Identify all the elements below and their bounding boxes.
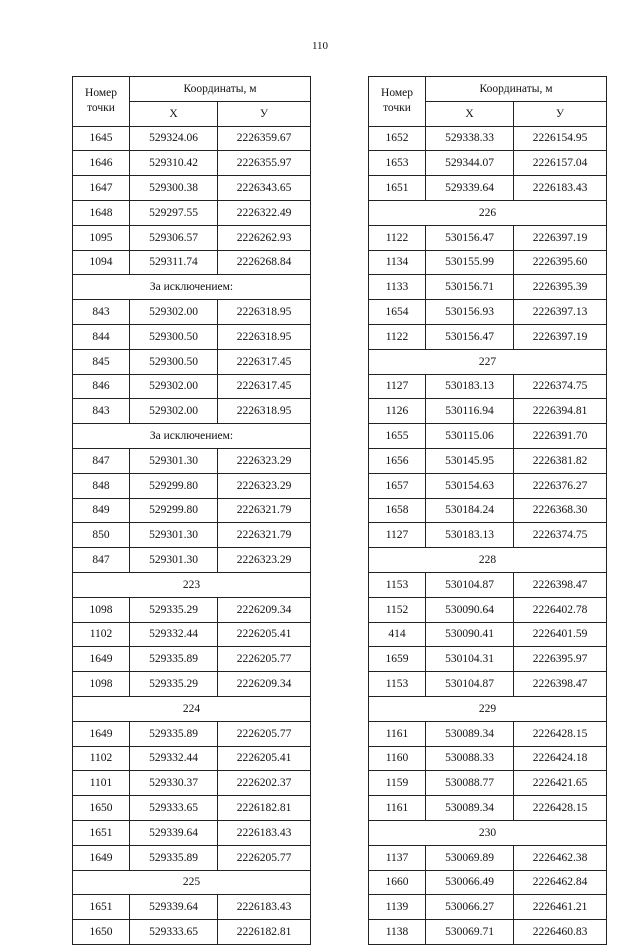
table-row [369, 151, 607, 176]
cell-point-number: 1098 [73, 597, 130, 622]
table-row [73, 176, 311, 201]
cell-x: 530145.95 [426, 448, 514, 473]
cell-y: 2226421.65 [514, 771, 607, 796]
cell-y: 2226397.19 [514, 324, 607, 349]
cell-y: 2226262.93 [218, 225, 311, 250]
cell-x: 530104.87 [426, 672, 514, 697]
table-row [73, 349, 311, 374]
section-row [73, 696, 311, 721]
section-label: 229 [369, 696, 607, 721]
cell-x: 529297.55 [130, 200, 218, 225]
table-row [369, 374, 607, 399]
cell-x: 529332.44 [130, 746, 218, 771]
cell-y: 2226401.59 [514, 622, 607, 647]
header-coordinates: Координаты, м [130, 77, 311, 102]
cell-x: 529333.65 [130, 796, 218, 821]
cell-x: 530069.89 [426, 845, 514, 870]
cell-point-number: 1153 [369, 572, 426, 597]
cell-point-number: 1649 [73, 845, 130, 870]
section-label: 223 [73, 572, 311, 597]
table-row [73, 920, 311, 945]
coordinates-table-left [72, 76, 311, 945]
header-coordinates: Координаты, м [426, 77, 607, 102]
cell-point-number: 1647 [73, 176, 130, 201]
header-x: X [426, 101, 514, 126]
table-row [73, 324, 311, 349]
cell-y: 2226355.97 [218, 151, 311, 176]
header-y: У [514, 101, 607, 126]
coordinates-table-right [368, 76, 607, 945]
cell-y: 2226205.77 [218, 647, 311, 672]
cell-y: 2226321.79 [218, 523, 311, 548]
header-point-number: Номер точки [369, 77, 426, 127]
cell-x: 530156.47 [426, 324, 514, 349]
cell-y: 2226322.49 [218, 200, 311, 225]
table-row [73, 796, 311, 821]
table-row [369, 399, 607, 424]
cell-x: 530088.77 [426, 771, 514, 796]
cell-point-number: 1652 [369, 126, 426, 151]
cell-y: 2226323.29 [218, 448, 311, 473]
cell-point-number: 414 [369, 622, 426, 647]
cell-x: 529300.50 [130, 324, 218, 349]
cell-y: 2226398.47 [514, 572, 607, 597]
table-row [73, 597, 311, 622]
cell-point-number: 843 [73, 300, 130, 325]
cell-point-number: 1651 [369, 176, 426, 201]
cell-point-number: 1095 [73, 225, 130, 250]
cell-point-number: 1161 [369, 796, 426, 821]
cell-y: 2226376.27 [514, 473, 607, 498]
cell-point-number: 1161 [369, 721, 426, 746]
cell-y: 2226398.47 [514, 672, 607, 697]
table-row [369, 746, 607, 771]
cell-point-number: 1134 [369, 250, 426, 275]
cell-x: 529335.29 [130, 597, 218, 622]
cell-x: 530154.63 [426, 473, 514, 498]
cell-x: 530104.87 [426, 572, 514, 597]
cell-y: 2226368.30 [514, 498, 607, 523]
section-label: 227 [369, 349, 607, 374]
header-y: У [218, 101, 311, 126]
table-row [73, 672, 311, 697]
cell-point-number: 1646 [73, 151, 130, 176]
cell-y: 2226462.84 [514, 870, 607, 895]
cell-y: 2226394.81 [514, 399, 607, 424]
cell-x: 529339.64 [130, 895, 218, 920]
cell-x: 529300.38 [130, 176, 218, 201]
cell-y: 2226182.81 [218, 920, 311, 945]
cell-point-number: 847 [73, 448, 130, 473]
cell-y: 2226205.77 [218, 845, 311, 870]
cell-y: 2226317.45 [218, 374, 311, 399]
cell-x: 529338.33 [426, 126, 514, 151]
cell-y: 2226202.37 [218, 771, 311, 796]
table-row [369, 672, 607, 697]
cell-x: 530066.49 [426, 870, 514, 895]
cell-y: 2226183.43 [218, 895, 311, 920]
cell-point-number: 1102 [73, 746, 130, 771]
cell-point-number: 1655 [369, 424, 426, 449]
cell-point-number: 1650 [73, 920, 130, 945]
table-row [73, 374, 311, 399]
cell-y: 2226317.45 [218, 349, 311, 374]
cell-y: 2226428.15 [514, 796, 607, 821]
table-row [369, 647, 607, 672]
cell-x: 529299.80 [130, 473, 218, 498]
cell-x: 530088.33 [426, 746, 514, 771]
cell-point-number: 1126 [369, 399, 426, 424]
section-row [369, 349, 607, 374]
table-row [369, 523, 607, 548]
table-row [369, 622, 607, 647]
cell-x: 529333.65 [130, 920, 218, 945]
table-row [369, 324, 607, 349]
cell-point-number: 1660 [369, 870, 426, 895]
cell-x: 529344.07 [426, 151, 514, 176]
cell-x: 530089.34 [426, 721, 514, 746]
cell-y: 2226209.34 [218, 672, 311, 697]
cell-y: 2226402.78 [514, 597, 607, 622]
table-row [73, 895, 311, 920]
section-label: 226 [369, 200, 607, 225]
table-row [73, 647, 311, 672]
section-row [369, 200, 607, 225]
cell-point-number: 1658 [369, 498, 426, 523]
cell-point-number: 1159 [369, 771, 426, 796]
cell-point-number: 845 [73, 349, 130, 374]
cell-x: 529299.80 [130, 498, 218, 523]
section-row [369, 820, 607, 845]
cell-x: 529301.30 [130, 448, 218, 473]
cell-x: 530184.24 [426, 498, 514, 523]
cell-x: 530156.47 [426, 225, 514, 250]
cell-point-number: 1649 [73, 721, 130, 746]
section-row [369, 696, 607, 721]
cell-y: 2226374.75 [514, 523, 607, 548]
cell-point-number: 846 [73, 374, 130, 399]
table-row [73, 771, 311, 796]
cell-point-number: 844 [73, 324, 130, 349]
cell-y: 2226343.65 [218, 176, 311, 201]
table-row [369, 448, 607, 473]
table-body-right [369, 126, 607, 944]
cell-y: 2226268.84 [218, 250, 311, 275]
cell-x: 529339.64 [130, 820, 218, 845]
cell-y: 2226318.95 [218, 399, 311, 424]
cell-y: 2226183.43 [514, 176, 607, 201]
cell-y: 2226205.41 [218, 746, 311, 771]
section-row [369, 548, 607, 573]
cell-x: 530183.13 [426, 374, 514, 399]
cell-x: 530090.41 [426, 622, 514, 647]
cell-y: 2226381.82 [514, 448, 607, 473]
cell-x: 529311.74 [130, 250, 218, 275]
cell-y: 2226395.97 [514, 647, 607, 672]
table-row [369, 920, 607, 945]
table-row [369, 424, 607, 449]
cell-point-number: 847 [73, 548, 130, 573]
cell-point-number: 1657 [369, 473, 426, 498]
cell-y: 2226318.95 [218, 300, 311, 325]
table-row [369, 721, 607, 746]
cell-x: 529301.30 [130, 523, 218, 548]
section-row [73, 275, 311, 300]
table-row [73, 225, 311, 250]
table-row [369, 845, 607, 870]
section-row [73, 572, 311, 597]
section-label: 225 [73, 870, 311, 895]
table-row [369, 771, 607, 796]
table-row [369, 250, 607, 275]
cell-point-number: 850 [73, 523, 130, 548]
cell-x: 529330.37 [130, 771, 218, 796]
cell-point-number: 849 [73, 498, 130, 523]
table-row [73, 523, 311, 548]
cell-x: 529335.89 [130, 721, 218, 746]
cell-y: 2226428.15 [514, 721, 607, 746]
table-row [73, 721, 311, 746]
cell-x: 529335.29 [130, 672, 218, 697]
cell-x: 529324.06 [130, 126, 218, 151]
table-row [369, 796, 607, 821]
cell-x: 529310.42 [130, 151, 218, 176]
cell-y: 2226182.81 [218, 796, 311, 821]
cell-point-number: 1654 [369, 300, 426, 325]
cell-x: 529306.57 [130, 225, 218, 250]
cell-point-number: 1152 [369, 597, 426, 622]
cell-y: 2226359.67 [218, 126, 311, 151]
cell-y: 2226424.18 [514, 746, 607, 771]
cell-y: 2226460.83 [514, 920, 607, 945]
cell-point-number: 1651 [73, 820, 130, 845]
header-x: X [130, 101, 218, 126]
cell-y: 2226461.21 [514, 895, 607, 920]
cell-point-number: 1122 [369, 225, 426, 250]
cell-point-number: 1101 [73, 771, 130, 796]
cell-y: 2226321.79 [218, 498, 311, 523]
cell-y: 2226395.60 [514, 250, 607, 275]
table-row [73, 820, 311, 845]
cell-x: 529302.00 [130, 399, 218, 424]
cell-point-number: 1160 [369, 746, 426, 771]
section-label: 230 [369, 820, 607, 845]
cell-point-number: 1127 [369, 523, 426, 548]
cell-x: 529302.00 [130, 300, 218, 325]
table-body-left [73, 126, 311, 944]
cell-point-number: 1102 [73, 622, 130, 647]
cell-x: 530116.94 [426, 399, 514, 424]
cell-x: 530090.64 [426, 597, 514, 622]
cell-point-number: 1137 [369, 845, 426, 870]
cell-x: 529335.89 [130, 845, 218, 870]
table-row [73, 126, 311, 151]
cell-point-number: 843 [73, 399, 130, 424]
cell-point-number: 1656 [369, 448, 426, 473]
cell-x: 529302.00 [130, 374, 218, 399]
table-row [73, 622, 311, 647]
cell-point-number: 1133 [369, 275, 426, 300]
table-row [73, 399, 311, 424]
cell-point-number: 1649 [73, 647, 130, 672]
section-label: 224 [73, 696, 311, 721]
cell-x: 530156.93 [426, 300, 514, 325]
table-row [73, 498, 311, 523]
cell-point-number: 1645 [73, 126, 130, 151]
cell-point-number: 1122 [369, 324, 426, 349]
table-row [369, 895, 607, 920]
cell-x: 530066.27 [426, 895, 514, 920]
table-row [369, 498, 607, 523]
cell-y: 2226154.95 [514, 126, 607, 151]
table-row [369, 870, 607, 895]
cell-x: 530115.06 [426, 424, 514, 449]
cell-x: 529301.30 [130, 548, 218, 573]
cell-x: 530183.13 [426, 523, 514, 548]
cell-point-number: 1138 [369, 920, 426, 945]
cell-point-number: 1659 [369, 647, 426, 672]
cell-point-number: 1651 [73, 895, 130, 920]
cell-x: 529332.44 [130, 622, 218, 647]
section-label: 228 [369, 548, 607, 573]
cell-y: 2226323.29 [218, 473, 311, 498]
table-row [369, 473, 607, 498]
cell-point-number: 848 [73, 473, 130, 498]
cell-y: 2226323.29 [218, 548, 311, 573]
cell-point-number: 1653 [369, 151, 426, 176]
table-row [73, 473, 311, 498]
table-row [369, 572, 607, 597]
cell-x: 530104.31 [426, 647, 514, 672]
section-label: За исключением: [73, 275, 311, 300]
cell-y: 2226462.38 [514, 845, 607, 870]
cell-point-number: 1153 [369, 672, 426, 697]
cell-y: 2226209.34 [218, 597, 311, 622]
section-row [73, 424, 311, 449]
section-row [73, 870, 311, 895]
table-row [73, 548, 311, 573]
cell-x: 530069.71 [426, 920, 514, 945]
cell-point-number: 1094 [73, 250, 130, 275]
cell-y: 2226395.39 [514, 275, 607, 300]
table-row [73, 448, 311, 473]
cell-x: 529335.89 [130, 647, 218, 672]
cell-point-number: 1650 [73, 796, 130, 821]
table-row [369, 176, 607, 201]
table-row [369, 225, 607, 250]
cell-y: 2226397.13 [514, 300, 607, 325]
table-row [369, 126, 607, 151]
cell-y: 2226205.77 [218, 721, 311, 746]
table-row [73, 200, 311, 225]
cell-x: 530089.34 [426, 796, 514, 821]
cell-point-number: 1098 [73, 672, 130, 697]
cell-x: 530155.99 [426, 250, 514, 275]
cell-y: 2226157.04 [514, 151, 607, 176]
cell-x: 530156.71 [426, 275, 514, 300]
cell-y: 2226374.75 [514, 374, 607, 399]
cell-y: 2226397.19 [514, 225, 607, 250]
header-point-number: Номер точки [73, 77, 130, 127]
cell-y: 2226318.95 [218, 324, 311, 349]
cell-y: 2226391.70 [514, 424, 607, 449]
cell-y: 2226205.41 [218, 622, 311, 647]
section-label: За исключением: [73, 424, 311, 449]
cell-y: 2226183.43 [218, 820, 311, 845]
table-row [73, 250, 311, 275]
cell-point-number: 1127 [369, 374, 426, 399]
table-row [73, 300, 311, 325]
table-row [73, 746, 311, 771]
table-row [369, 300, 607, 325]
cell-x: 529339.64 [426, 176, 514, 201]
page-number: 110 [311, 40, 329, 52]
table-row [73, 151, 311, 176]
cell-point-number: 1139 [369, 895, 426, 920]
cell-point-number: 1648 [73, 200, 130, 225]
table-row [369, 597, 607, 622]
table-row [369, 275, 607, 300]
cell-x: 529300.50 [130, 349, 218, 374]
table-row [73, 845, 311, 870]
